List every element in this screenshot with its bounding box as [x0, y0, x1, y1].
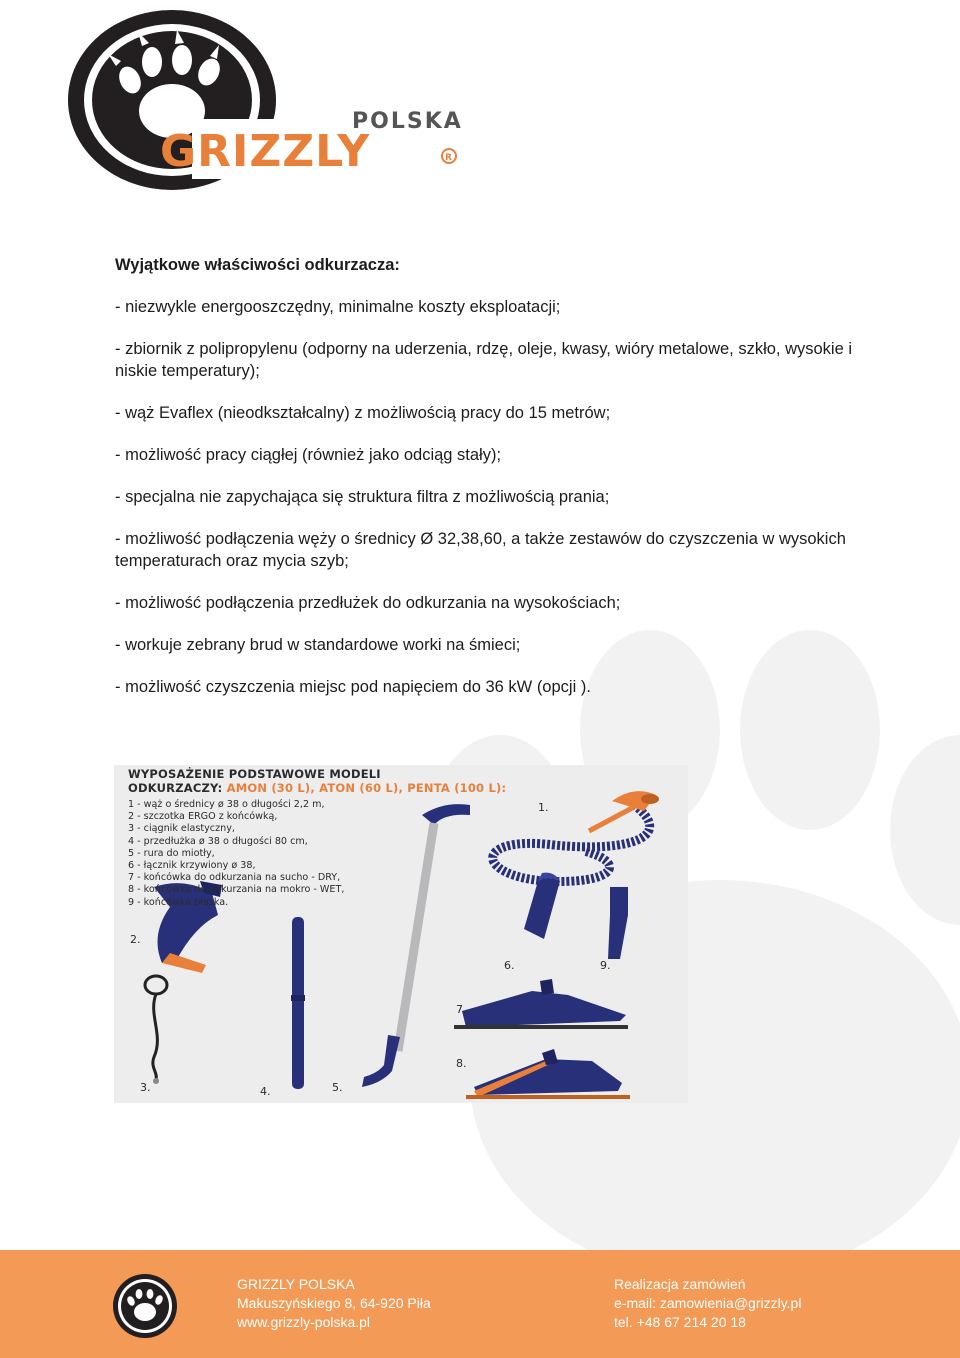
hose-icon — [493, 791, 659, 881]
item-label-9: 9. — [600, 959, 611, 972]
equipment-title — [128, 767, 506, 795]
equipment-item: 1 - wąż o średnicy ø 38 o długości 2,2 m, — [128, 799, 325, 810]
equipment-list — [128, 799, 344, 909]
bent-connector-icon — [524, 873, 560, 939]
equipment-title-models: AMON (30 L), ATON (60 L), PENTA (100 L): — [226, 781, 507, 795]
equipment-item: 6 - łącznik krzywiony ø 38, — [128, 860, 256, 872]
footer-company-name: GRIZZLY POLSKA — [237, 1276, 355, 1292]
item-label-6: 6. — [504, 959, 515, 972]
features-heading: Wyjątkowe właściwości odkurzacza: — [115, 256, 400, 274]
wet-nozzle-icon — [466, 1049, 630, 1099]
item-label-2: 2. — [130, 933, 141, 946]
footer-website-link[interactable]: www.grizzly-polska.pl — [237, 1314, 371, 1330]
equipment-item: 4 - przedłużka ø 38 o długości 80 cm, — [128, 835, 308, 847]
item-label-5: 5. — [332, 1081, 343, 1094]
feature-item: - wąż Evaflex (nieodkształcalny) z możliwością pracy do 15 metrów; — [115, 404, 611, 422]
logo-brand: GRIZZLY — [160, 126, 371, 177]
feature-item: - możliwość podłączenia przedłużek do odkurzania na wysokościach; — [115, 594, 621, 612]
features-section — [115, 254, 855, 718]
feature-item: - możliwość podłączenia węży o średnicy Ø 32,38,60, a także zestawów do czyszczenia w wysokich temperaturach oraz mycia szyb; — [115, 530, 846, 570]
grizzly-polska-logo — [52, 6, 472, 196]
feature-item: - zbiornik z polipropylenu (odporny na uderzenia, rdzę, oleje, kwasy, wióry metalowe, szkło, wysokie i niskie temperatury); — [115, 340, 853, 380]
equipment-item: 5 - rura do miotły, — [128, 847, 215, 859]
footer-phone: tel. +48 67 214 20 18 — [614, 1314, 746, 1330]
footer-email-link[interactable]: e-mail: zamowienia@grizzly.pl — [614, 1295, 802, 1311]
equipment-item: 8 - końcówka do odkurzania na mokro - WET, — [128, 884, 345, 896]
feature-item: - specjalna nie zapychająca się struktura filtra z możliwością prania; — [115, 488, 610, 506]
footer-address: Makuszyńskiego 8, 64-920 Piła — [237, 1295, 431, 1311]
elastic-puller-icon — [145, 976, 167, 1084]
item-label-8: 8. — [456, 1057, 467, 1070]
dry-nozzle-icon — [454, 979, 628, 1029]
feature-item: - niezwykle energooszczędny, minimalne koszty eksploatacji; — [115, 298, 561, 316]
feature-item: - możliwość czyszczenia miejsc pod napięciem do 36 kW (opcji ). — [115, 678, 591, 696]
flat-nozzle-icon — [608, 887, 628, 959]
footer — [0, 1250, 960, 1358]
broom-tube-icon — [362, 804, 470, 1087]
item-label-4: 4. — [260, 1085, 271, 1098]
item-label-7: 7. — [456, 1003, 467, 1016]
equipment-item: 3 - ciągnik elastyczny, — [128, 823, 235, 835]
equipment-title-line1: WYPOSAŻENIE PODSTAWOWE MODELI — [128, 767, 381, 781]
feature-item: - workuje zebrany brud w standardowe worki na śmieci; — [115, 636, 521, 654]
equipment-panel — [114, 765, 688, 1103]
footer-orders — [614, 1275, 801, 1332]
equipment-item: 2 - szczotka ERGO z końcówką, — [128, 811, 278, 823]
equipment-item: 9 - końcówka płaska. — [128, 896, 229, 908]
footer-paw-logo-icon — [112, 1273, 178, 1339]
feature-item: - możliwość pracy ciągłej (również jako odciąg stały); — [115, 446, 502, 464]
item-label-1: 1. — [538, 801, 549, 814]
svg-text:R: R — [445, 153, 452, 163]
equipment-item: 7 - końcówka do odkurzania na sucho - DRY, — [128, 872, 341, 884]
item-label-3: 3. — [140, 1081, 151, 1094]
extension-tube-icon — [291, 917, 305, 1089]
footer-orders-heading: Realizacja zamówień — [614, 1276, 746, 1292]
equipment-title-prefix: ODKURZACZY: — [128, 781, 223, 795]
logo-country: POLSKA — [352, 109, 463, 134]
footer-company — [237, 1275, 431, 1332]
